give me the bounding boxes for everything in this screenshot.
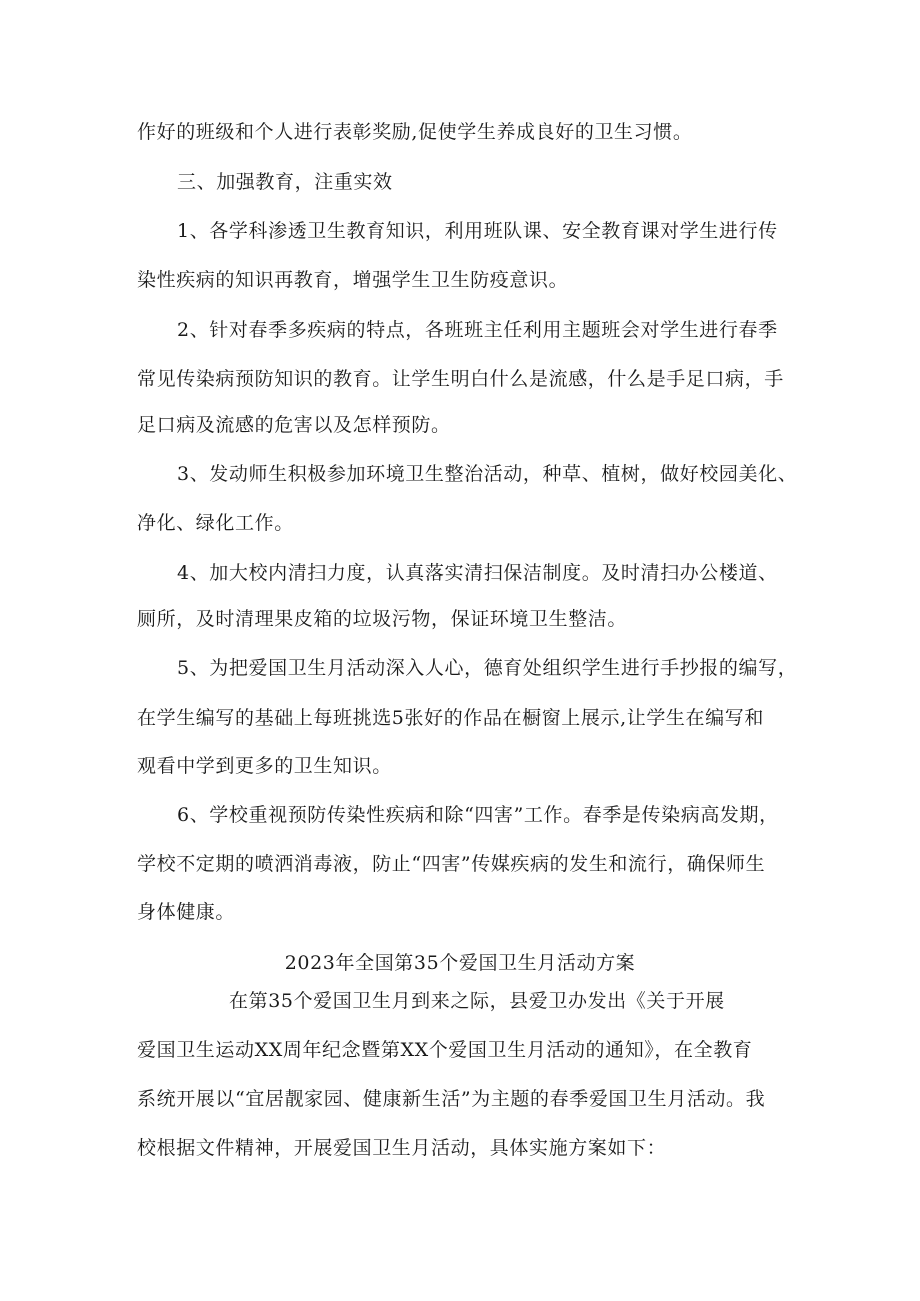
paragraph-line: 常见传染病预防知识的教育。让学生明白什么是流感，什么是手足口病，手 [137, 368, 784, 390]
intro-line: 在第35个爱国卫生月到来之际，县爱卫办发出《关于开展 [229, 990, 725, 1012]
paragraph-line: 1、各学科渗透卫生教育知识，利用班队课、安全教育课对学生进行传 [177, 220, 778, 242]
paragraph-line: 足口病及流感的危害以及怎样预防。 [137, 414, 451, 436]
paragraph-line: 作好的班级和个人进行表彰奖励,促使学生养成良好的卫生习惯。 [137, 121, 693, 143]
intro-line: 校根据文件精神，开展爱国卫生月活动，具体实施方案如下： [137, 1137, 667, 1159]
paragraph-line: 学校不定期的喷洒消毒液，防止“四害”传媒疾病的发生和流行，确保师生 [137, 853, 766, 875]
section-heading: 三、加强教育，注重实效 [177, 171, 393, 193]
paragraph-line: 在学生编写的基础上每班挑选5张好的作品在橱窗上展示,让学生在编写和 [137, 707, 764, 729]
document-title: 2023年全国第35个爱国卫生月活动方案 [284, 952, 636, 974]
paragraph-line: 2、针对春季多疾病的特点，各班班主任利用主题班会对学生进行春季 [177, 319, 778, 341]
paragraph-line: 4、加大校内清扫力度，认真落实清扫保洁制度。及时清扫办公楼道、 [177, 562, 778, 584]
paragraph-line: 观看中学到更多的卫生知识。 [137, 755, 392, 777]
intro-line: 系统开展以“宜居靓家园、健康新生活”为主题的春季爱国卫生月活动。我 [137, 1088, 766, 1110]
paragraph-line: 6、学校重视预防传染性疾病和除“四害”工作。春季是传染病高发期， [177, 804, 779, 826]
paragraph-line: 染性疾病的知识再教育，增强学生卫生防疫意识。 [137, 269, 569, 291]
intro-line: 爱国卫生运动XX周年纪念暨第XX个爱国卫生月活动的通知》，在全教育 [137, 1039, 753, 1061]
paragraph-line: 厕所，及时清理果皮箱的垃圾污物，保证环境卫生整洁。 [137, 608, 628, 630]
paragraph-line: 5、为把爱国卫生月活动深入人心，德育处组织学生进行手抄报的编写， [177, 657, 798, 679]
paragraph-line: 净化、绿化工作。 [137, 512, 294, 534]
paragraph-line: 身体健康。 [137, 901, 236, 923]
paragraph-line: 3、发动师生积极参加环境卫生整治活动，种草、植树，做好校园美化、 [177, 463, 798, 485]
